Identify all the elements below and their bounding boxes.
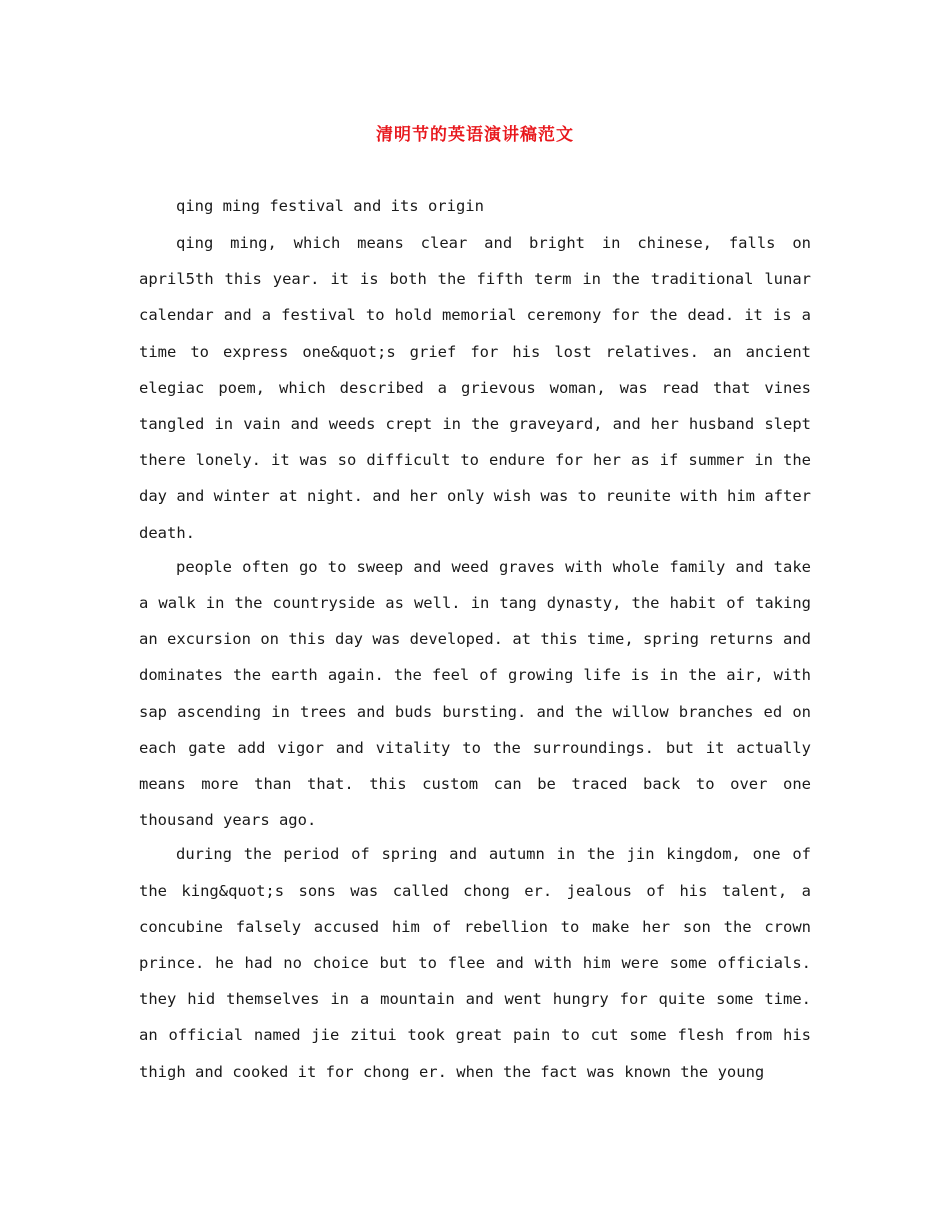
paragraph: people often go to sweep and weed graves with whole family and take a walk in the countryside as well. in tang dynasty, the habit of taking an excursion on this day was developed. at this time, spring returns and dominates the earth again. the feel of growing life is in the air, with sap ascending in trees and buds bursting. and the willow branches ed on each gate add vigor and vitality to the surroundings. but it actually means more than that. this custom can be traced back to over one thousand years ago. <box>139 557 811 830</box>
document-title: 清明节的英语演讲稿范文 <box>376 125 574 145</box>
subheading: qing ming festival and its origin <box>176 197 484 215</box>
paragraph: during the period of spring and autumn in the jin kingdom, one of the king&quot;s sons was called chong er. jealous of his talent, a concubine falsely accused him of rebellion to make her son the crown prince. he had no choice but to flee and with him were some officials. they hid themselves in a mountain and went hungry for quite some time. an official named jie zitui took great pain to cut some flesh from his thigh and cooked it for chong er. when the fact was known the young <box>139 845 811 1081</box>
paragraph: qing ming, which means clear and bright in chinese, falls on april5th this year. it is both the fifth term in the traditional lunar calendar and a festival to hold memorial ceremony for the dead. it is a time to express one&quot;s grief for his lost relatives. an ancient elegiac poem, which described a grievous woman, was read that vines tangled in vain and weeds crept in the graveyard, and her husband slept there lonely. it was so difficult to endure for her as if summer in the day and winter at night. and her only wish was to reunite with him after death. <box>139 234 811 542</box>
document-body <box>139 192 811 1090</box>
